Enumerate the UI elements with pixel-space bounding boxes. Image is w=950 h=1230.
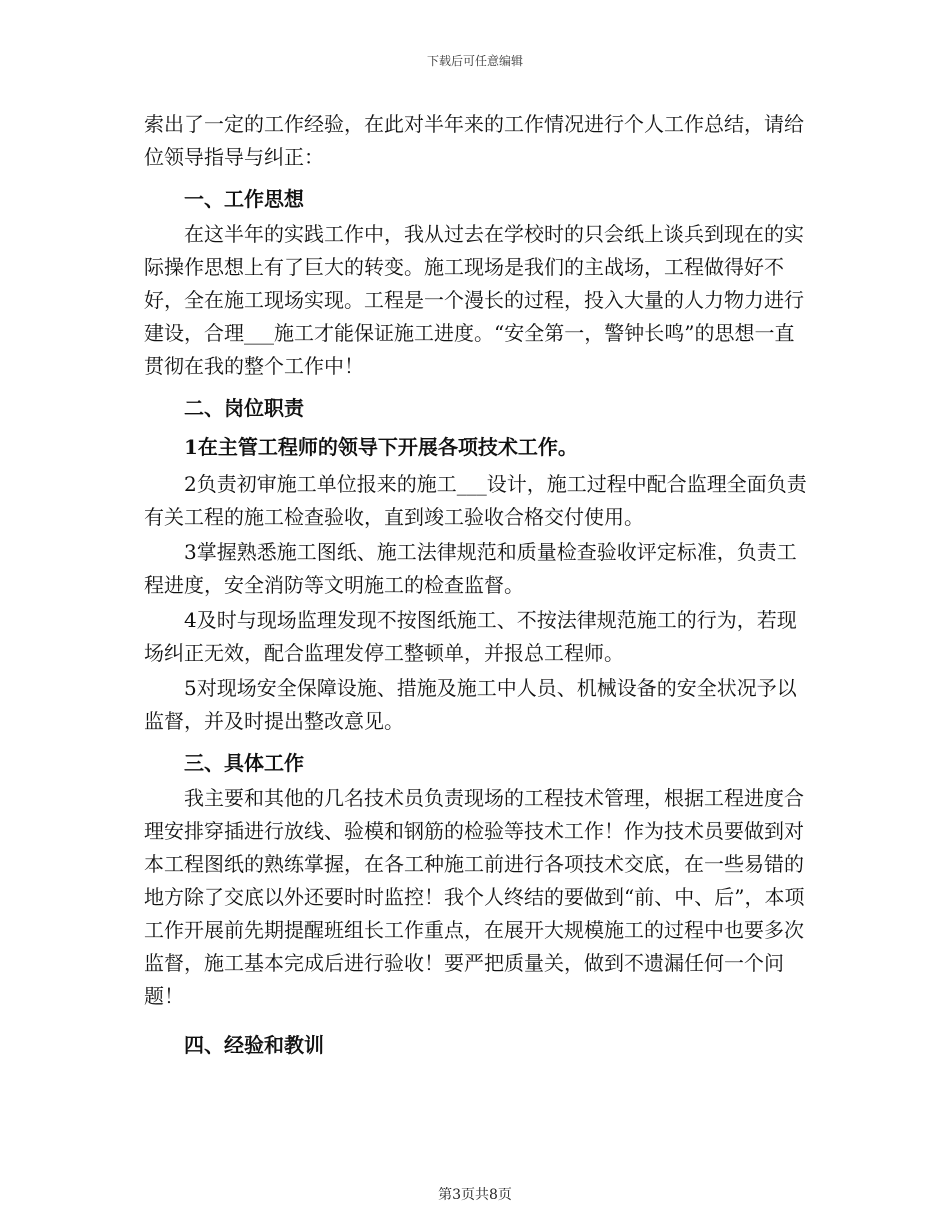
section-heading-duties: 二、岗位职责 (184, 396, 304, 420)
section-heading-work-thought: 一、工作思想 (184, 187, 304, 211)
duty-item-5: 5对现场安全保障设施、措施及施工中人员、机械设备的安全状况予以监督，并及时提出整改意见。 (144, 676, 797, 733)
duty-item-1: 1在主管工程师的领导下开展各项技术工作。 (184, 435, 578, 459)
document-body (144, 108, 814, 1064)
paragraph-work-thought: 在这半年的实践工作中，我从过去在学校时的只会纸上谈兵到现在的实际操作思想上有了巨大的转变。施工现场是我们的主战场，工程做得好不好，全在施工现场实现。工程是一个漫长的过程，投入大量的人力物力进行建设，合理___施工才能保证施工进度。“安全第一，警钟长鸣”的思想一直贯彻在我的整个工作中！ (144, 222, 804, 378)
duty-item-3: 3掌握熟悉施工图纸、施工法律规范和质量检查验收评定标准，负责工程进度，安全消防等文明施工的检查监督。 (144, 540, 797, 597)
paragraph-continuation: 索出了一定的工作经验，在此对半年来的工作情况进行个人工作总结，请给位领导指导与纠正： (144, 112, 804, 169)
section-heading-specific-work: 三、具体工作 (184, 751, 304, 775)
duty-item-4: 4及时与现场监理发现不按图纸施工、不按法律规范施工的行为，若现场纠正无效，配合监理发停工整顿单，并报总工程师。 (144, 608, 797, 665)
paragraph-specific-work: 我主要和其他的几名技术员负责现场的工程技术管理，根据工程进度合理安排穿插进行放线、验模和钢筋的检验等技术工作！作为技术员要做到对本工程图纸的熟练掌握，在各工种施工前进行各项技术交底，在一些易错的地方除了交底以外还要时时监控！我个人终结的要做到“前、中、后”，本项工作开展前先期提醒班组长工作重点，在展开大规模施工的过程中也要多次监督，施工基本完成后进行验收！要严把质量关，做到不遗漏任何一个问题！ (144, 786, 805, 1008)
page-footer: 第3页共8页 (438, 1187, 512, 1203)
page-header: 下载后可任意编辑 (426, 54, 523, 68)
duty-item-2: 2负责初审施工单位报来的施工___设计，施工过程中配合监理全面负责有关工程的施工检查验收，直到竣工验收合格交付使用。 (144, 472, 807, 529)
section-heading-lessons: 四、经验和教训 (184, 1033, 324, 1057)
